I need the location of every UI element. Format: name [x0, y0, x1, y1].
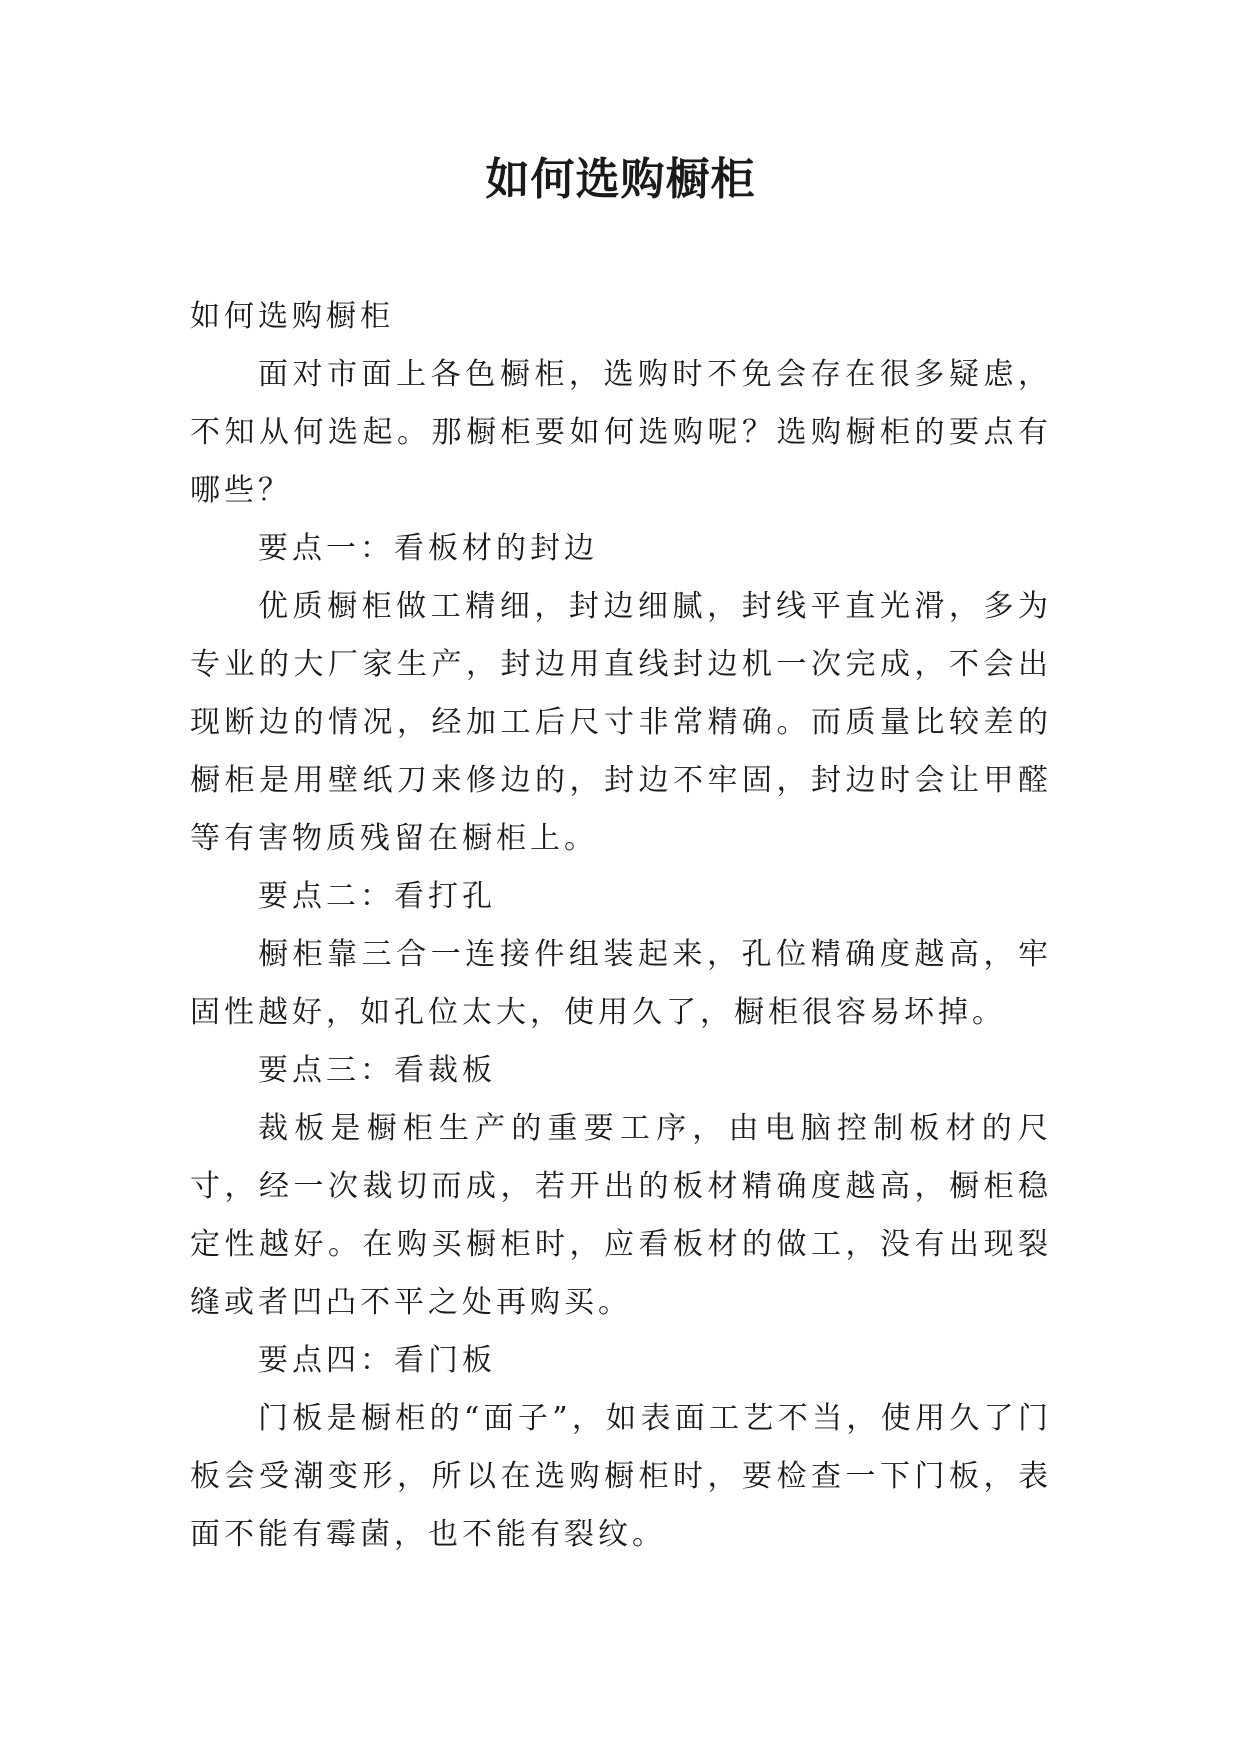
body-paragraph: 门板是橱柜的“面子”，如表面工艺不当，使用久了门板会受潮变形，所以在选购橱柜时，要检查一下门板，表面不能有霉菌，也不能有裂纹。 [190, 1401, 1052, 1552]
section-heading: 要点二：看打孔 [258, 879, 496, 914]
body-paragraph: 面对市面上各色橱柜，选购时不免会存在很多疑虑，不知从何选起。那橱柜要如何选购呢？选购橱柜的要点有哪些？ [190, 357, 1052, 508]
section-heading: 要点三：看裁板 [258, 1053, 496, 1088]
body-paragraph: 如何选购橱柜 [190, 299, 394, 334]
document-title: 如何选购橱柜 [485, 154, 756, 205]
body-paragraph: 优质橱柜做工精细，封边细腻，封线平直光滑，多为专业的大厂家生产，封边用直线封边机一次完成，不会出现断边的情况，经加工后尺寸非常精确。而质量比较差的橱柜是用壁纸刀来修边的，封边不牢固，封边时会让甲醛等有害物质残留在橱柜上。 [190, 589, 1052, 856]
body-paragraph: 裁板是橱柜生产的重要工序，由电脑控制板材的尺寸，经一次裁切而成，若开出的板材精确度越高，橱柜稳定性越好。在购买橱柜时，应看板材的做工，没有出现裂缝或者凹凸不平之处再购买。 [190, 1111, 1052, 1320]
body-paragraph: 橱柜靠三合一连接件组装起来，孔位精确度越高，牢固性越好，如孔位太大，使用久了，橱柜很容易坏掉。 [190, 937, 1052, 1030]
section-heading: 要点四：看门板 [258, 1343, 496, 1378]
section-heading: 要点一：看板材的封边 [258, 531, 598, 566]
document-body [190, 288, 1052, 1564]
